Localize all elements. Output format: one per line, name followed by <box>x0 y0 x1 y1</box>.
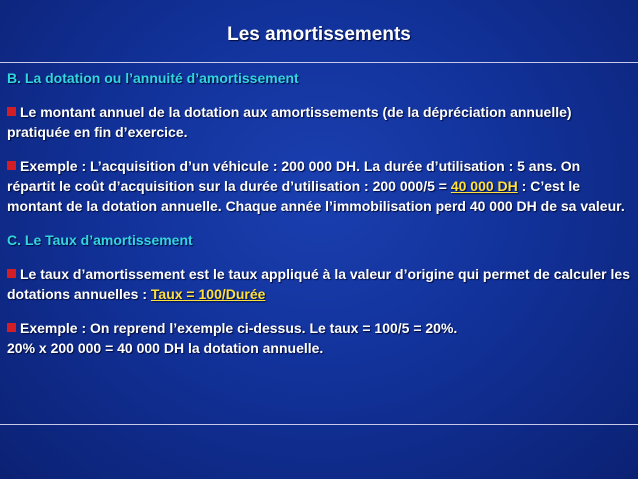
section-c-paragraph-2 <box>7 318 631 358</box>
section-c-heading: C. Le Taux d’amortissement <box>7 232 193 248</box>
section-c-paragraph-2-line-2: 20% x 200 000 = 40 000 DH la dotation annuelle. <box>7 340 324 356</box>
top-divider <box>0 62 638 63</box>
section-b-paragraph-2 <box>7 156 631 216</box>
section-c-paragraph-1-text: Le taux d’amortissement est le taux appliqué à la valeur d’origine qui permet de calculer les dotations annuelles : <box>7 266 630 302</box>
dotation-amount-highlight: 40 000 DH <box>450 178 518 194</box>
red-square-bullet-icon <box>7 107 16 116</box>
section-c-paragraph-2-line-1: Exemple : On reprend l’exemple ci-dessus. Le taux = 100/5 = 20%. <box>20 320 458 336</box>
section-b-paragraph-2-text-1: Exemple : L’acquisition d’un véhicule : 200 000 DH. La durée d’utilisation : 5 ans. On répartit le coût d’acquisition sur la durée d’utilisation : 200 000/5 = <box>7 158 581 194</box>
section-b-heading: B. La dotation ou l’annuité d’amortissement <box>7 70 299 86</box>
section-b-paragraph-1-text: Le montant annuel de la dotation aux amortissements (de la dépréciation annuelle) pratiquée en fin d’exercice. <box>7 104 572 140</box>
bottom-divider <box>0 424 638 425</box>
section-b-paragraph-2-text-2: : C’est le montant de la dotation annuelle. Chaque année l’immobilisation perd 40 000 DH de sa valeur. <box>7 178 625 214</box>
section-c-paragraph-1 <box>7 264 631 304</box>
red-square-bullet-icon <box>7 161 16 170</box>
section-b-paragraph-1 <box>7 102 631 142</box>
slide-content <box>7 68 631 372</box>
slide-title: Les amortissements <box>227 24 411 45</box>
taux-formula-highlight: Taux = 100/Durée <box>150 286 266 302</box>
red-square-bullet-icon <box>7 269 16 278</box>
red-square-bullet-icon <box>7 323 16 332</box>
